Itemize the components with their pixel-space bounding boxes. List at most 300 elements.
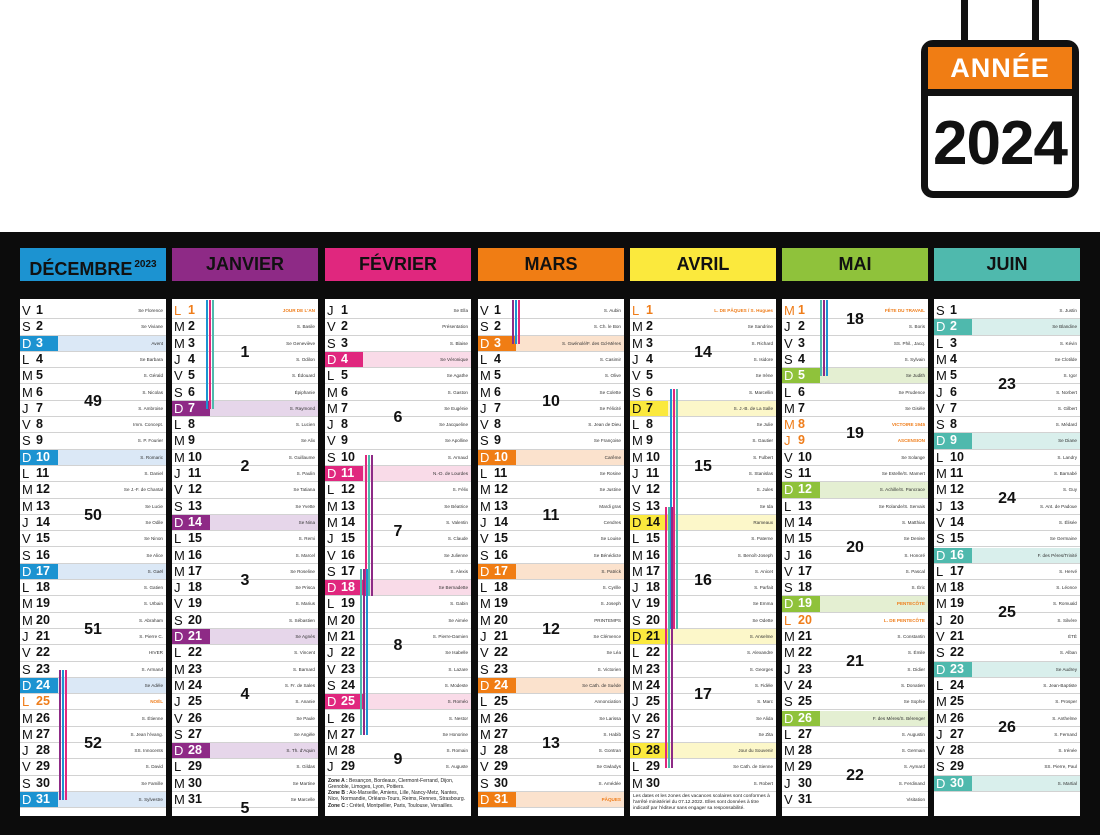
saint-name: Se Marcelle bbox=[290, 797, 315, 802]
day-row bbox=[934, 319, 1080, 335]
saint-name: Se Roseline bbox=[290, 568, 315, 574]
day-row bbox=[478, 466, 624, 482]
day-number: 28 bbox=[494, 743, 508, 758]
saint-name: Se Yvette bbox=[295, 503, 315, 509]
day-number: 4 bbox=[494, 351, 501, 366]
day-number: 26 bbox=[646, 710, 660, 725]
day-number: 28 bbox=[341, 743, 355, 758]
week-number: 21 bbox=[846, 653, 864, 671]
month-days bbox=[782, 299, 928, 816]
day-row bbox=[172, 662, 318, 678]
day-number: 12 bbox=[646, 482, 660, 497]
day-number: 18 bbox=[188, 580, 202, 595]
day-number: 15 bbox=[36, 531, 50, 546]
day-row bbox=[630, 711, 776, 727]
day-number: 7 bbox=[494, 400, 501, 415]
day-letter: V bbox=[22, 531, 31, 547]
day-letter: L bbox=[22, 351, 30, 367]
saint-name: Se Clotilde bbox=[1054, 356, 1077, 362]
saint-name: Se Sophie bbox=[903, 699, 925, 705]
day-letter: D bbox=[936, 547, 946, 563]
day-number: 18 bbox=[798, 580, 812, 595]
day-letter: M bbox=[174, 775, 185, 791]
saint-name: S. Olive bbox=[604, 373, 621, 379]
saint-name: S. Félix bbox=[452, 487, 468, 493]
day-row bbox=[630, 727, 776, 743]
day-letter: M bbox=[327, 726, 338, 742]
week-number: 1 bbox=[240, 343, 250, 361]
saint-name: S. Étienne bbox=[141, 715, 163, 721]
day-number: 6 bbox=[950, 384, 957, 399]
day-letter: M bbox=[784, 645, 795, 661]
day-number: 19 bbox=[950, 596, 964, 611]
saint-name: S. Didier bbox=[907, 666, 925, 672]
day-row bbox=[20, 596, 166, 612]
day-number: 22 bbox=[341, 645, 355, 660]
day-letter: S bbox=[327, 563, 336, 579]
saint-name: S. Claude bbox=[447, 536, 468, 542]
saint-name: S. Blaise bbox=[449, 340, 468, 346]
day-row bbox=[934, 776, 1080, 792]
day-letter: J bbox=[327, 645, 334, 661]
day-number: 8 bbox=[950, 417, 957, 432]
day-number: 1 bbox=[494, 303, 501, 317]
saint-name: S. Marcel bbox=[295, 552, 315, 558]
day-letter: S bbox=[936, 417, 945, 433]
day-row bbox=[630, 401, 776, 417]
zone-line bbox=[328, 790, 468, 802]
saint-name: S. Odilon bbox=[296, 356, 315, 362]
day-number: 24 bbox=[36, 677, 50, 692]
day-letter: M bbox=[22, 710, 33, 726]
holiday-zone-bar bbox=[512, 300, 514, 344]
day-number: 29 bbox=[341, 759, 355, 774]
day-letter: J bbox=[174, 466, 181, 481]
saint-name: S. Gontran bbox=[598, 748, 621, 754]
day-letter: L bbox=[784, 612, 792, 628]
day-number: 5 bbox=[494, 368, 501, 383]
day-letter: M bbox=[327, 384, 338, 400]
saint-name: S. Édouard bbox=[292, 373, 315, 379]
day-number: 21 bbox=[494, 629, 508, 643]
day-number: 27 bbox=[36, 726, 50, 741]
day-number: 7 bbox=[646, 400, 653, 415]
day-letter: J bbox=[480, 743, 487, 759]
day-letter: S bbox=[327, 449, 336, 465]
saint-name: N.-D. de Lourdes bbox=[433, 471, 468, 476]
saint-name: S. Hervé bbox=[1059, 568, 1077, 574]
day-row bbox=[782, 482, 928, 498]
saint-name: S. Igor bbox=[1063, 373, 1077, 379]
day-letter: V bbox=[22, 645, 31, 661]
day-row bbox=[630, 596, 776, 612]
day-letter: L bbox=[632, 645, 640, 661]
day-letter: S bbox=[784, 580, 793, 596]
day-number: 16 bbox=[646, 547, 660, 562]
day-row bbox=[172, 759, 318, 775]
school-zones-legend bbox=[325, 776, 471, 811]
day-row bbox=[325, 678, 471, 694]
day-letter: M bbox=[480, 482, 491, 498]
month-header bbox=[172, 248, 318, 281]
day-letter: L bbox=[480, 351, 488, 367]
day-row bbox=[630, 629, 776, 645]
zone-line bbox=[328, 778, 468, 790]
saint-name: Se Louise bbox=[600, 536, 621, 542]
saint-name: S. Benoît-Joseph bbox=[737, 552, 773, 558]
day-number: 22 bbox=[646, 645, 660, 660]
day-row bbox=[782, 743, 928, 759]
day-row bbox=[20, 694, 166, 710]
saint-name: S. Guy bbox=[1062, 487, 1077, 493]
day-row bbox=[630, 385, 776, 401]
day-number: 25 bbox=[188, 694, 202, 709]
saint-name: S. Aubin bbox=[603, 308, 621, 313]
day-number: 12 bbox=[798, 482, 812, 497]
saint-name: S. Georges bbox=[749, 666, 773, 672]
day-row bbox=[172, 368, 318, 384]
saint-name: Se Audrey bbox=[1055, 666, 1077, 672]
day-letter: D bbox=[327, 580, 337, 596]
day-number: 18 bbox=[950, 580, 964, 595]
week-number: 49 bbox=[84, 392, 102, 410]
day-number: 5 bbox=[646, 368, 653, 383]
day-row bbox=[782, 596, 928, 612]
saint-name: S. Patrick bbox=[601, 568, 621, 574]
day-row bbox=[630, 662, 776, 678]
saint-name: S. Marc bbox=[757, 699, 773, 705]
day-letter: M bbox=[784, 400, 795, 416]
day-row bbox=[172, 385, 318, 401]
day-row bbox=[782, 792, 928, 808]
day-number: 9 bbox=[36, 433, 43, 448]
day-letter: D bbox=[174, 743, 184, 759]
day-letter: D bbox=[936, 661, 946, 677]
day-letter: D bbox=[632, 514, 642, 530]
day-row bbox=[20, 564, 166, 580]
day-number: 2 bbox=[798, 319, 805, 334]
month-days bbox=[172, 299, 318, 816]
day-letter: S bbox=[480, 547, 489, 563]
saint-name: L. DE PENTECÔTE bbox=[883, 617, 925, 623]
saint-name: S. Silvère bbox=[1057, 617, 1077, 623]
saint-name: S. Paulin bbox=[296, 471, 315, 476]
day-row bbox=[478, 580, 624, 596]
month-name: JANVIER bbox=[205, 254, 285, 274]
day-number: 17 bbox=[36, 563, 50, 578]
saint-name: S. Ant. de Padoue bbox=[1039, 503, 1077, 509]
week-number: 17 bbox=[694, 685, 712, 703]
saint-name: Se Ella bbox=[453, 308, 468, 313]
week-number: 16 bbox=[694, 571, 712, 589]
saint-name: Se Bénédicte bbox=[593, 552, 621, 558]
day-number: 23 bbox=[950, 661, 964, 676]
day-letter: D bbox=[22, 677, 32, 693]
day-letter: J bbox=[174, 580, 181, 596]
day-number: 27 bbox=[950, 726, 964, 741]
saint-name: S. Sylvestre bbox=[138, 797, 163, 802]
day-letter: M bbox=[936, 596, 947, 612]
day-row bbox=[934, 352, 1080, 368]
day-number: 1 bbox=[798, 303, 805, 317]
saint-name: Se Angèle bbox=[294, 731, 315, 737]
day-letter: M bbox=[632, 433, 643, 449]
day-row bbox=[325, 580, 471, 596]
day-row bbox=[630, 743, 776, 759]
zone-cities: Besançon, Bordeaux, Clermont-Ferrand, Dijon, Grenoble, Limoges, Lyon, Poitiers. bbox=[328, 777, 454, 790]
day-number: 10 bbox=[798, 449, 812, 464]
day-letter: L bbox=[480, 694, 488, 710]
day-number: 30 bbox=[188, 775, 202, 790]
day-letter: S bbox=[480, 661, 489, 677]
day-number: 18 bbox=[341, 580, 355, 595]
day-number: 16 bbox=[341, 547, 355, 562]
saint-name: Se Rolande/S. Servais bbox=[878, 503, 925, 509]
saint-name: Se Véronique bbox=[440, 356, 468, 362]
saint-name: S. Gérald bbox=[143, 373, 163, 379]
day-letter: M bbox=[784, 759, 795, 775]
saint-name: Se Emma bbox=[752, 601, 773, 607]
month-days bbox=[630, 299, 776, 816]
saint-name: Se Ida bbox=[759, 503, 773, 509]
day-number: 31 bbox=[798, 792, 812, 806]
day-row bbox=[172, 499, 318, 515]
day-letter: L bbox=[174, 531, 182, 547]
day-number: 5 bbox=[798, 368, 805, 383]
day-letter: S bbox=[632, 612, 641, 628]
badge-hook-right bbox=[1032, 0, 1039, 44]
week-number: 6 bbox=[393, 408, 403, 426]
day-row bbox=[325, 303, 471, 319]
day-number: 18 bbox=[36, 580, 50, 595]
saint-name: Se Alice bbox=[146, 552, 163, 558]
day-row bbox=[325, 433, 471, 449]
day-letter: M bbox=[480, 368, 491, 384]
day-row bbox=[172, 433, 318, 449]
saint-name: S. Honoré bbox=[904, 552, 925, 558]
day-number: 11 bbox=[36, 466, 50, 480]
saint-name: VICTOIRE 1945 bbox=[891, 422, 925, 428]
day-row bbox=[782, 711, 928, 727]
day-letter: M bbox=[480, 498, 491, 514]
day-number: 19 bbox=[494, 596, 508, 611]
day-number: 9 bbox=[950, 433, 957, 448]
day-number: 18 bbox=[646, 580, 660, 595]
day-row bbox=[172, 629, 318, 645]
day-letter: D bbox=[22, 449, 32, 465]
day-row bbox=[934, 466, 1080, 482]
day-number: 20 bbox=[188, 612, 202, 627]
month-name: AVRIL bbox=[676, 254, 730, 274]
day-number: 29 bbox=[188, 759, 202, 774]
week-number: 2 bbox=[240, 457, 250, 475]
day-letter: L bbox=[480, 580, 488, 596]
day-row bbox=[934, 759, 1080, 775]
day-letter: S bbox=[174, 726, 183, 742]
saint-name: Jour du Souvenir bbox=[738, 748, 773, 754]
day-letter: J bbox=[327, 531, 334, 547]
day-row bbox=[782, 564, 928, 580]
day-number: 24 bbox=[494, 677, 508, 692]
day-letter: M bbox=[632, 775, 643, 791]
day-number: 9 bbox=[798, 433, 805, 448]
day-number: 3 bbox=[646, 335, 653, 350]
day-row bbox=[20, 531, 166, 547]
saint-name: PÂQUES bbox=[601, 797, 621, 802]
saint-name: Se Félicité bbox=[599, 405, 621, 411]
saint-name: S. Anthelme bbox=[1052, 715, 1077, 721]
day-row bbox=[478, 336, 624, 352]
day-letter: D bbox=[936, 775, 946, 791]
day-letter: M bbox=[480, 710, 491, 726]
day-number: 19 bbox=[646, 596, 660, 611]
day-letter: S bbox=[632, 726, 641, 742]
day-number: 24 bbox=[646, 677, 660, 692]
day-number: 27 bbox=[341, 726, 355, 741]
day-row bbox=[782, 515, 928, 531]
day-row bbox=[630, 319, 776, 335]
saint-name: FÊTE DU TRAVAIL bbox=[884, 308, 925, 313]
day-number: 27 bbox=[188, 726, 202, 741]
day-letter: L bbox=[936, 563, 944, 579]
saint-name: S. Achille/S. Pancrace bbox=[879, 487, 925, 493]
holiday-zone-bar bbox=[212, 300, 214, 409]
day-number: 26 bbox=[950, 710, 964, 725]
day-number: 27 bbox=[798, 726, 812, 741]
day-letter: V bbox=[936, 629, 945, 644]
day-number: 31 bbox=[494, 792, 508, 806]
day-letter: S bbox=[784, 694, 793, 710]
day-letter: J bbox=[327, 759, 334, 775]
day-letter: J bbox=[632, 694, 639, 710]
day-number: 29 bbox=[950, 759, 964, 774]
saint-name: Se Sandrine bbox=[747, 324, 773, 330]
day-number: 19 bbox=[36, 596, 50, 611]
day-number: 30 bbox=[950, 775, 964, 790]
day-letter: V bbox=[480, 531, 489, 547]
day-row bbox=[478, 531, 624, 547]
saint-name: S. Remi bbox=[298, 536, 315, 542]
saint-name: S. Anicet bbox=[754, 568, 773, 574]
saint-name: Se Martine bbox=[292, 780, 315, 786]
saint-name: S. Modeste bbox=[444, 682, 468, 688]
day-number: 10 bbox=[494, 449, 508, 464]
month-header bbox=[630, 248, 776, 281]
day-row bbox=[630, 515, 776, 531]
day-number: 23 bbox=[494, 661, 508, 676]
day-row bbox=[782, 613, 928, 629]
saint-name: Se Béatrice bbox=[444, 503, 468, 509]
day-number: 12 bbox=[36, 482, 50, 497]
day-number: 28 bbox=[188, 743, 202, 758]
day-letter: L bbox=[22, 694, 30, 710]
day-number: 6 bbox=[798, 384, 805, 399]
saint-name: S. Gaston bbox=[447, 389, 468, 395]
week-number: 11 bbox=[542, 506, 560, 524]
day-letter: S bbox=[480, 319, 489, 335]
day-letter: D bbox=[784, 368, 794, 384]
day-number: 1 bbox=[950, 303, 957, 317]
day-row bbox=[20, 417, 166, 433]
day-letter: M bbox=[480, 596, 491, 612]
saint-name: Se Léa bbox=[606, 650, 621, 656]
saint-name: Annonciation bbox=[594, 699, 621, 705]
holiday-zone-bar bbox=[823, 300, 825, 377]
saint-name: Visitation bbox=[906, 797, 925, 802]
day-row bbox=[172, 319, 318, 335]
day-number: 4 bbox=[646, 351, 653, 366]
day-number: 10 bbox=[950, 449, 964, 464]
day-letter: D bbox=[632, 400, 642, 416]
day-row bbox=[325, 727, 471, 743]
day-letter: M bbox=[327, 612, 338, 628]
holiday-zone-bar bbox=[826, 300, 828, 377]
holiday-zone-bar bbox=[665, 507, 667, 768]
saint-name: S. Th. d'Aquin bbox=[286, 748, 315, 754]
day-number: 23 bbox=[341, 661, 355, 676]
week-number: 50 bbox=[84, 506, 102, 524]
day-row bbox=[478, 433, 624, 449]
day-number: 6 bbox=[36, 384, 43, 399]
year-badge bbox=[921, 0, 1079, 200]
day-number: 21 bbox=[36, 629, 50, 643]
week-number: 3 bbox=[240, 571, 250, 589]
day-row bbox=[20, 662, 166, 678]
day-letter: S bbox=[784, 466, 793, 481]
saint-name: S. Urbain bbox=[143, 601, 163, 607]
day-row bbox=[630, 759, 776, 775]
day-row bbox=[478, 645, 624, 661]
saint-name: Se Larissa bbox=[599, 715, 621, 721]
saint-name: Épiphanie bbox=[294, 389, 315, 395]
day-row bbox=[478, 564, 624, 580]
day-number: 14 bbox=[798, 514, 812, 529]
saint-name: S. Jules bbox=[756, 487, 773, 493]
day-number: 10 bbox=[188, 449, 202, 464]
saint-name: S. Boris bbox=[908, 324, 925, 330]
day-letter: M bbox=[936, 482, 947, 498]
day-number: 2 bbox=[494, 319, 501, 334]
day-row bbox=[172, 303, 318, 319]
day-row bbox=[478, 662, 624, 678]
day-number: 8 bbox=[646, 417, 653, 432]
saint-name: Rameaux bbox=[753, 519, 773, 525]
day-letter: M bbox=[22, 384, 33, 400]
day-row bbox=[782, 352, 928, 368]
saint-name: S. Augustin bbox=[901, 731, 925, 737]
day-letter: J bbox=[784, 547, 791, 563]
saint-name: S. Basile bbox=[296, 324, 315, 330]
day-number: 25 bbox=[798, 694, 812, 709]
saint-name: Se Zita bbox=[758, 731, 773, 737]
day-row bbox=[934, 629, 1080, 645]
day-row bbox=[630, 548, 776, 564]
day-number: 10 bbox=[36, 449, 50, 464]
day-number: 20 bbox=[36, 612, 50, 627]
saint-name: S. Abraham bbox=[138, 617, 163, 623]
saint-name: S. Gautier bbox=[752, 438, 773, 444]
day-row bbox=[782, 727, 928, 743]
day-row bbox=[934, 694, 1080, 710]
day-row bbox=[782, 466, 928, 482]
day-letter: J bbox=[22, 743, 29, 759]
day-letter: M bbox=[174, 547, 185, 563]
saint-name: S. Amédée bbox=[598, 780, 621, 786]
day-number: 11 bbox=[646, 466, 660, 480]
day-row bbox=[478, 417, 624, 433]
day-number: 22 bbox=[494, 645, 508, 660]
day-number: 17 bbox=[494, 563, 508, 578]
